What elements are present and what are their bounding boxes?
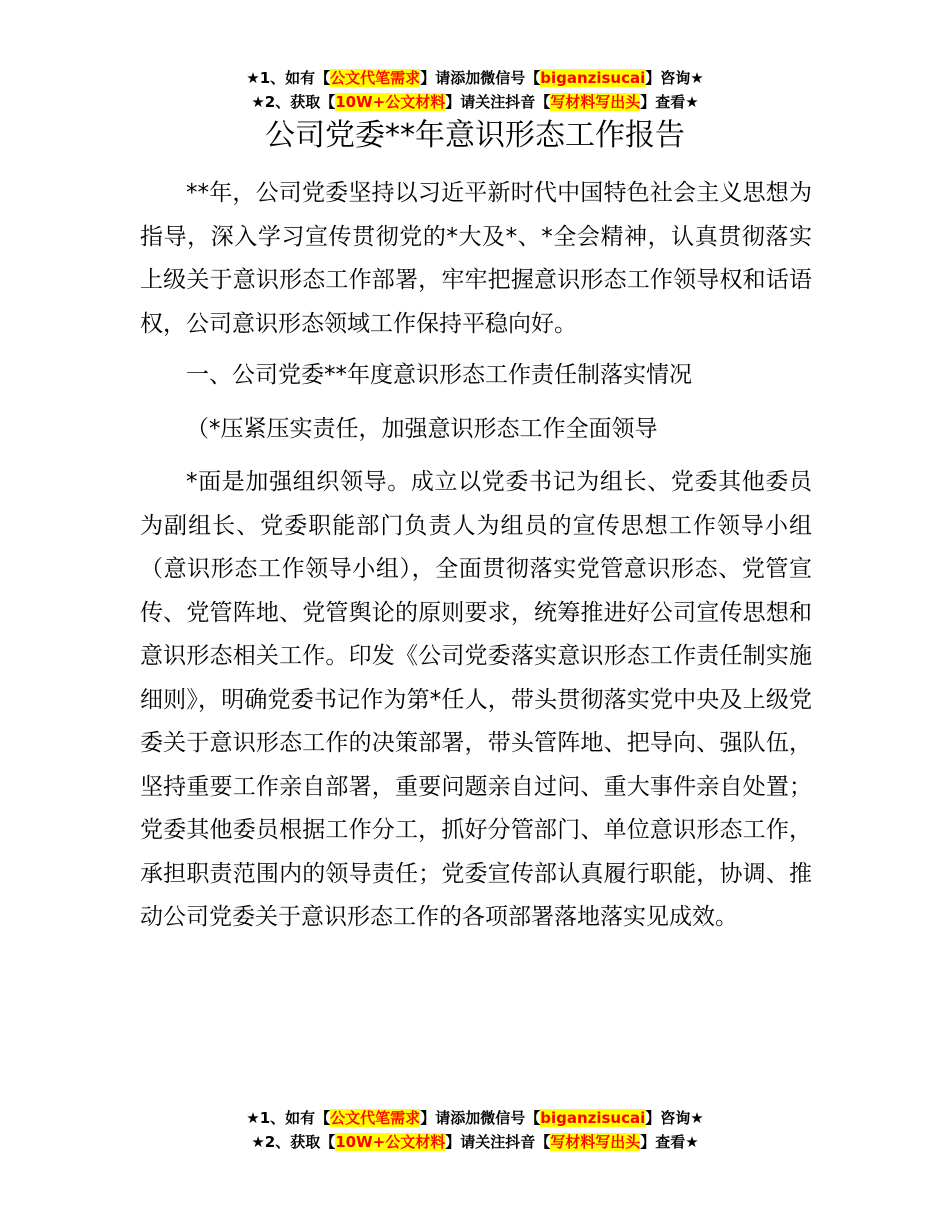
promo-line-2 (0, 90, 950, 114)
wechat-id-highlight: biganzisucai (540, 1109, 646, 1127)
promo-highlight: 10W+公文材料 (335, 1133, 446, 1151)
subsection-heading: （*压紧压实责任，加强意识形态工作全面领导 (186, 415, 658, 442)
wechat-id-highlight: biganzisucai (540, 69, 646, 87)
promo-line-1 (0, 1106, 950, 1130)
promo-text: 】咨询★ (645, 69, 704, 87)
promo-highlight: 10W+公文材料 (335, 93, 446, 111)
promo-highlight: 公文代笔需求 (330, 1109, 421, 1127)
promo-line-1 (0, 66, 950, 90)
body-paragraph: *面是加强组织领导。成立以党委书记为组长、党委其他委员为副组长、党委职能部门负责人为组员的宣传思想工作领导小组（意识形态工作领导小组），全面贯彻落实党管意识形态、党管宣传、党管阵地、党管舆论的原则要求，统筹推进好公司宣传思想和意识形态相关工作。印发《公司党委落实意识形态工作责任制实施细则》，明确党委书记作为第*任人，带头贯彻落实党中央及上级党委关于意识形态工作的决策部署，带头管阵地、把导向、强队伍，坚持重要工作亲自部署，重要问题亲自过问、重大事件亲自处置；党委其他委员根据工作分工，抓好分管部门、单位意识形态工作，承担职责范围内的领导责任；党委宣传部认真履行职能，协调、推动公司党委关于意识形态工作的各项部署落地落实见成效。 (140, 469, 812, 930)
promo-text: ★2、获取【 (251, 93, 336, 111)
document-body (140, 172, 812, 948)
promo-text: ★1、如有【 (246, 69, 331, 87)
promo-text: 】请添加微信号【 (420, 1109, 541, 1127)
promo-text: 】咨询★ (645, 1109, 704, 1127)
promo-banner-top (0, 66, 950, 114)
promo-text: ★1、如有【 (246, 1109, 331, 1127)
promo-text: 】请关注抖音【 (445, 93, 551, 111)
promo-text: ★2、获取【 (251, 1133, 336, 1151)
promo-text: 】请添加微信号【 (420, 69, 541, 87)
douyin-account-highlight: 写材料写出头 (550, 1133, 641, 1151)
promo-text: 】查看★ (640, 1133, 699, 1151)
section-heading: 一、公司党委**年度意识形态工作责任制落实情况 (186, 362, 692, 388)
promo-text: 】请关注抖音【 (445, 1133, 551, 1151)
promo-text: 】查看★ (640, 93, 699, 111)
douyin-account-highlight: 写材料写出头 (550, 93, 641, 111)
intro-paragraph: **年，公司党委坚持以习近平新时代中国特色社会主义思想为指导，深入学习宣传贯彻党的*大及*、*全会精神，认真贯彻落实上级关于意识形态工作部署，牢牢把握意识形态工作领导权和话语权，公司意识形态领域工作保持平稳向好。 (140, 180, 812, 337)
promo-highlight: 公文代笔需求 (330, 69, 421, 87)
promo-banner-bottom (0, 1106, 950, 1154)
document-title: 公司党委**年意识形态工作报告 (265, 118, 685, 153)
promo-line-2 (0, 1130, 950, 1154)
